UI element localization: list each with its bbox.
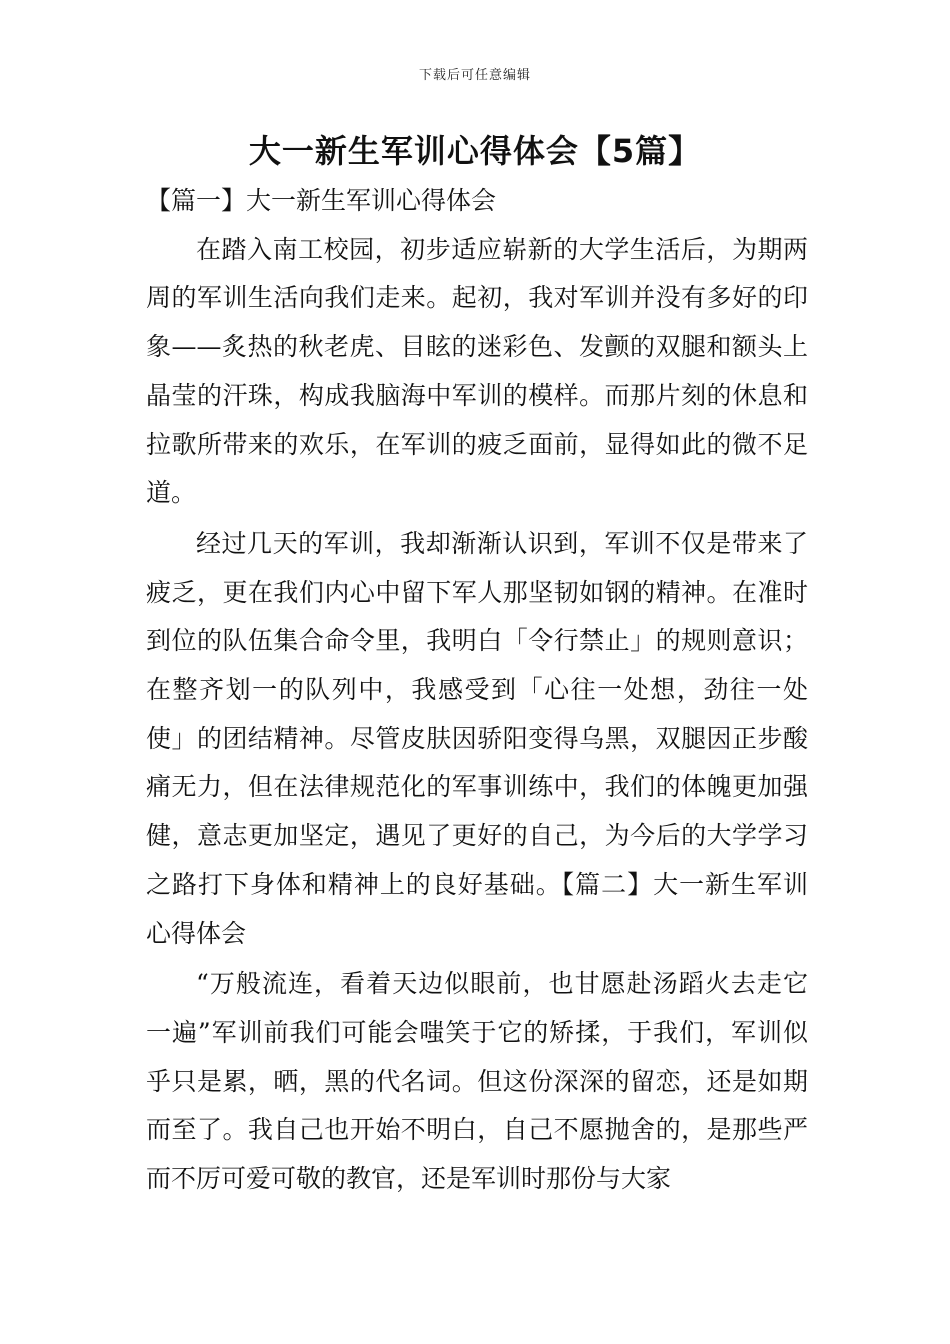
document-body bbox=[146, 177, 808, 1204]
document-title: 大一新生军训心得体会【5篇】 bbox=[248, 132, 702, 170]
paragraph: “万般流连，看着天边似眼前，也甘愿赴汤蹈火去走它一遍”军训前我们可能会嗤笑于它的矫揉，于我们，军训似乎只是累，晒，黑的代名词。但这份深深的留恋，还是如期而至了。我自己也开始不明白，自己不愿抛舍的，是那些严而不厉可爱可敬的教官，还是军训时那份与大家 bbox=[146, 969, 808, 1194]
section-heading: 【篇一】大一新生军训心得体会 bbox=[146, 186, 497, 215]
download-note: 下载后可任意编辑 bbox=[418, 68, 531, 83]
paragraph: 在踏入南工校园，初步适应崭新的大学生活后，为期两周的军训生活向我们走来。起初，我对军训并没有多好的印象——炙热的秋老虎、目眩的迷彩色、发颤的双腿和额头上晶莹的汗珠，构成我脑海中军训的模样。而那片刻的休息和拉歌所带来的欢乐，在军训的疲乏面前，显得如此的微不足道。 bbox=[146, 234, 808, 508]
paragraph: 经过几天的军训，我却渐渐认识到，军训不仅是带来了疲乏，更在我们内心中留下军人那坚韧如钢的精神。在准时到位的队伍集合命令里，我明白「令行禁止」的规则意识；在整齐划一的队列中，我感受到「心往一处想，劲往一处使」的团结精神。尽管皮肤因骄阳变得乌黑，双腿因正步酸痛无力，但在法律规范化的军事训练中，我们的体魄更加强健，意志更加坚定，遇见了更好的自己，为今后的大学学习之路打下身体和精神上的良好基础。【篇二】大一新生军训心得体会 bbox=[146, 528, 808, 948]
